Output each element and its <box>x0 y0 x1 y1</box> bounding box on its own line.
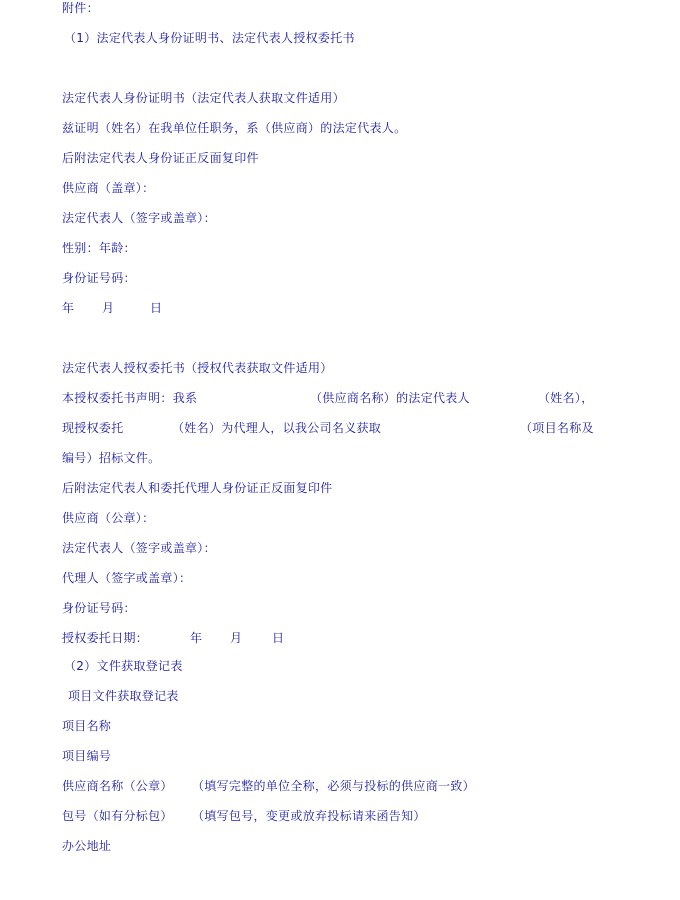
registration-package-number: 包号（如有分标包） <box>62 809 173 823</box>
cert-date-month: 月 <box>102 301 115 315</box>
auth-date-year: 年 <box>190 631 203 645</box>
registration-supplier-name: 供应商名称（公章） <box>62 779 173 793</box>
cert-date-day: 日 <box>150 301 163 315</box>
section1-title: （1）法定代表人身份证明书、法定代表人授权委托书 <box>64 31 355 45</box>
auth-date-month: 月 <box>230 631 243 645</box>
auth-line1-b: （供应商名称）的法定代表人 <box>310 391 470 405</box>
auth-legal-rep-sign: 法定代表人（签字或盖章）： <box>62 541 216 555</box>
registration-project-name: 项目名称 <box>62 719 112 733</box>
cert-heading: 法定代表人身份证明书（法定代表人获取文件适用） <box>62 91 345 105</box>
auth-line2-b: （姓名）为代理人，以我公司名义获取 <box>172 421 382 435</box>
auth-line1-c: （姓名）， <box>538 391 594 405</box>
cert-date-year: 年 <box>62 301 75 315</box>
auth-date-label: 授权委托日期： <box>62 631 149 645</box>
registration-office-address: 办公地址 <box>62 839 112 853</box>
auth-line2-a: 现授权委托 <box>62 421 124 435</box>
auth-heading: 法定代表人授权委托书（授权代表获取文件适用） <box>62 361 333 375</box>
auth-attachment-note: 后附法定代表人和委托代理人身份证正反面复印件 <box>62 481 333 495</box>
cert-id-number: 身份证号码： <box>62 271 136 285</box>
section2-title: （2）文件获取登记表 <box>64 659 183 673</box>
registration-title: 项目文件获取登记表 <box>68 689 179 703</box>
auth-line1-a: 本授权委托书声明：我系 <box>62 391 198 405</box>
auth-id-number: 身份证号码： <box>62 601 136 615</box>
attachment-label: 附件： <box>62 1 99 15</box>
auth-line2-c: （项目名称及 <box>520 421 594 435</box>
cert-legal-rep-sign: 法定代表人（签字或盖章）： <box>62 211 216 225</box>
cert-statement: 兹证明（姓名）在我单位任职务，系（供应商）的法定代表人。 <box>62 121 407 135</box>
auth-supplier-seal: 供应商（公章）： <box>62 511 155 525</box>
registration-supplier-name-hint: （填写完整的单位全称，必须与投标的供应商一致） <box>192 779 475 793</box>
registration-package-number-hint: （填写包号，变更或放弃投标请来函告知） <box>192 809 426 823</box>
auth-agent-sign: 代理人（签字或盖章）： <box>62 571 192 585</box>
cert-attachment-note: 后附法定代表人身份证正反面复印件 <box>62 151 259 165</box>
auth-line3: 编号）招标文件。 <box>62 451 161 465</box>
cert-supplier-seal: 供应商（盖章）： <box>62 181 155 195</box>
cert-gender-age: 性别：年龄： <box>62 241 136 255</box>
registration-project-number: 项目编号 <box>62 749 112 763</box>
auth-date-day: 日 <box>272 631 285 645</box>
